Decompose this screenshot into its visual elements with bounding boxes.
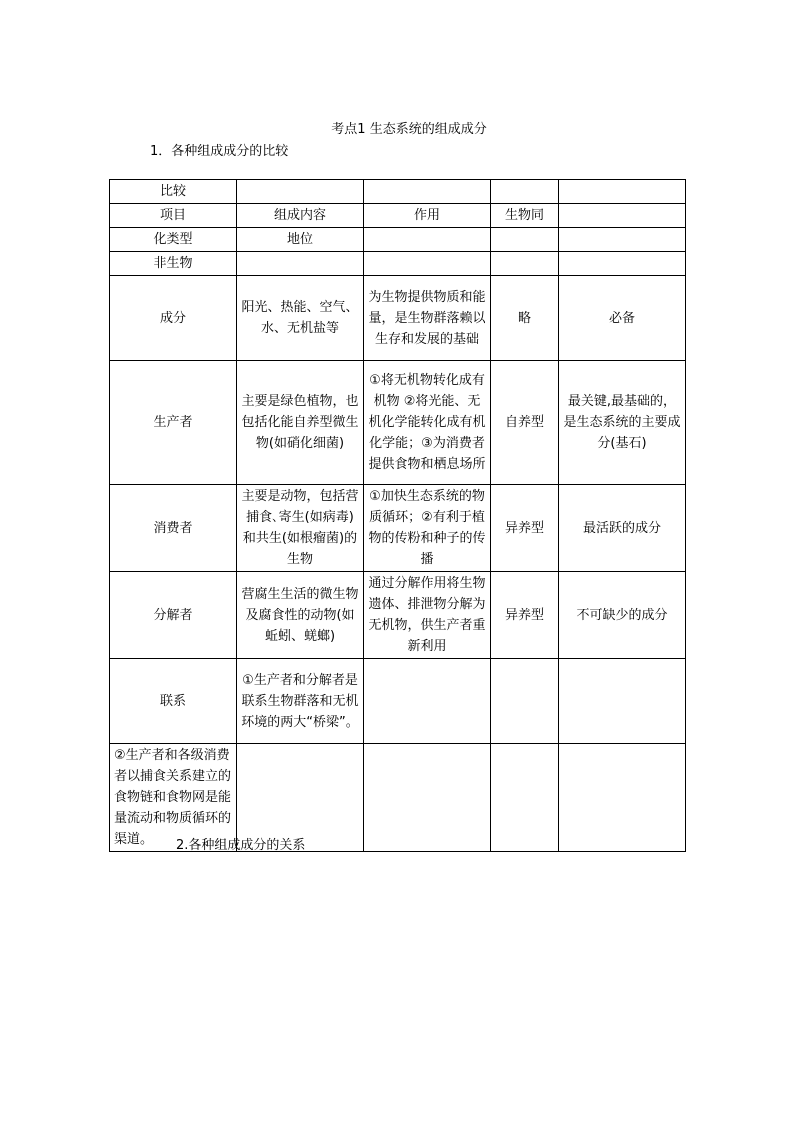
table-cell <box>364 744 491 852</box>
table-cell <box>364 228 491 252</box>
table-cell <box>491 180 559 204</box>
table-cell <box>559 204 686 228</box>
table-cell <box>491 744 559 852</box>
table-cell: 为生物提供物质和能量，是生物群落赖以生存和发展的基础 <box>364 276 491 361</box>
table-row <box>110 485 686 572</box>
table-cell <box>237 252 364 276</box>
table-cell: 比较 <box>110 180 237 204</box>
table-cell <box>491 659 559 744</box>
table-row <box>110 361 686 485</box>
table-row <box>110 180 686 204</box>
table-cell: ①加快生态系统的物质循环；②有利于植物的传粉和种子的传播 <box>364 485 491 572</box>
table-cell <box>491 228 559 252</box>
table-row <box>110 252 686 276</box>
table-cell: 主要是动物，包括营捕食､寄生(如病毒)和共生(如根瘤菌)的生物 <box>237 485 364 572</box>
table-cell: 异养型 <box>491 572 559 659</box>
table-cell: 生产者 <box>110 361 237 485</box>
table-cell: 最关键,最基础的，是生态系统的主要成分(基石) <box>559 361 686 485</box>
table-cell: 地位 <box>237 228 364 252</box>
table-cell: 主要是绿色植物，也包括化能自养型微生物(如硝化细菌) <box>237 361 364 485</box>
table-cell: ①将无机物转化成有机物 ②将光能、无机化学能转化成有机化学能；③为消费者提供食物和栖息场所 <box>364 361 491 485</box>
table-row <box>110 204 686 228</box>
table-cell: 项目 <box>110 204 237 228</box>
table-cell: ②生产者和各级消费者以捕食关系建立的食物链和食物网是能量流动和物质循环的渠道。 <box>110 744 237 852</box>
table-cell <box>237 180 364 204</box>
table-cell <box>559 744 686 852</box>
table-cell: 通过分解作用将生物遗体、排泄物分解为无机物，供生产者重新利用 <box>364 572 491 659</box>
table-cell <box>364 659 491 744</box>
table-cell <box>559 252 686 276</box>
table-cell <box>559 180 686 204</box>
table-row <box>110 659 686 744</box>
comparison-table <box>109 179 686 852</box>
page-title: 考点1 生态系统的组成成分 <box>331 122 487 137</box>
table-cell: 必备 <box>559 276 686 361</box>
table-cell: 不可缺少的成分 <box>559 572 686 659</box>
table-row <box>110 572 686 659</box>
table-row <box>110 228 686 252</box>
table-cell <box>491 252 559 276</box>
table-cell: 组成内容 <box>237 204 364 228</box>
table-cell: 营腐生生活的微生物及腐食性的动物(如蚯蚓、蜣螂) <box>237 572 364 659</box>
table-cell: ①生产者和分解者是联系生物群落和无机环境的两大“桥梁”。 <box>237 659 364 744</box>
section-heading-comparison: 1．各种组成成分的比较 <box>150 144 289 159</box>
table-cell: 成分 <box>110 276 237 361</box>
table-cell <box>559 659 686 744</box>
table-cell <box>364 252 491 276</box>
table-cell: 联系 <box>110 659 237 744</box>
table-cell: 阳光、热能、空气、水、无机盐等 <box>237 276 364 361</box>
table-cell <box>364 180 491 204</box>
table-cell: 分解者 <box>110 572 237 659</box>
table-row <box>110 276 686 361</box>
table-cell <box>559 228 686 252</box>
table-cell: 略 <box>491 276 559 361</box>
table-cell: 非生物 <box>110 252 237 276</box>
table-cell: 作用 <box>364 204 491 228</box>
table-cell: 异养型 <box>491 485 559 572</box>
table-cell: 最活跃的成分 <box>559 485 686 572</box>
section-heading-relationship: 2.各种组成成分的关系 <box>176 838 306 853</box>
table-cell: 消费者 <box>110 485 237 572</box>
table-cell: 自养型 <box>491 361 559 485</box>
table-cell: 生物同 <box>491 204 559 228</box>
table-cell: 化类型 <box>110 228 237 252</box>
